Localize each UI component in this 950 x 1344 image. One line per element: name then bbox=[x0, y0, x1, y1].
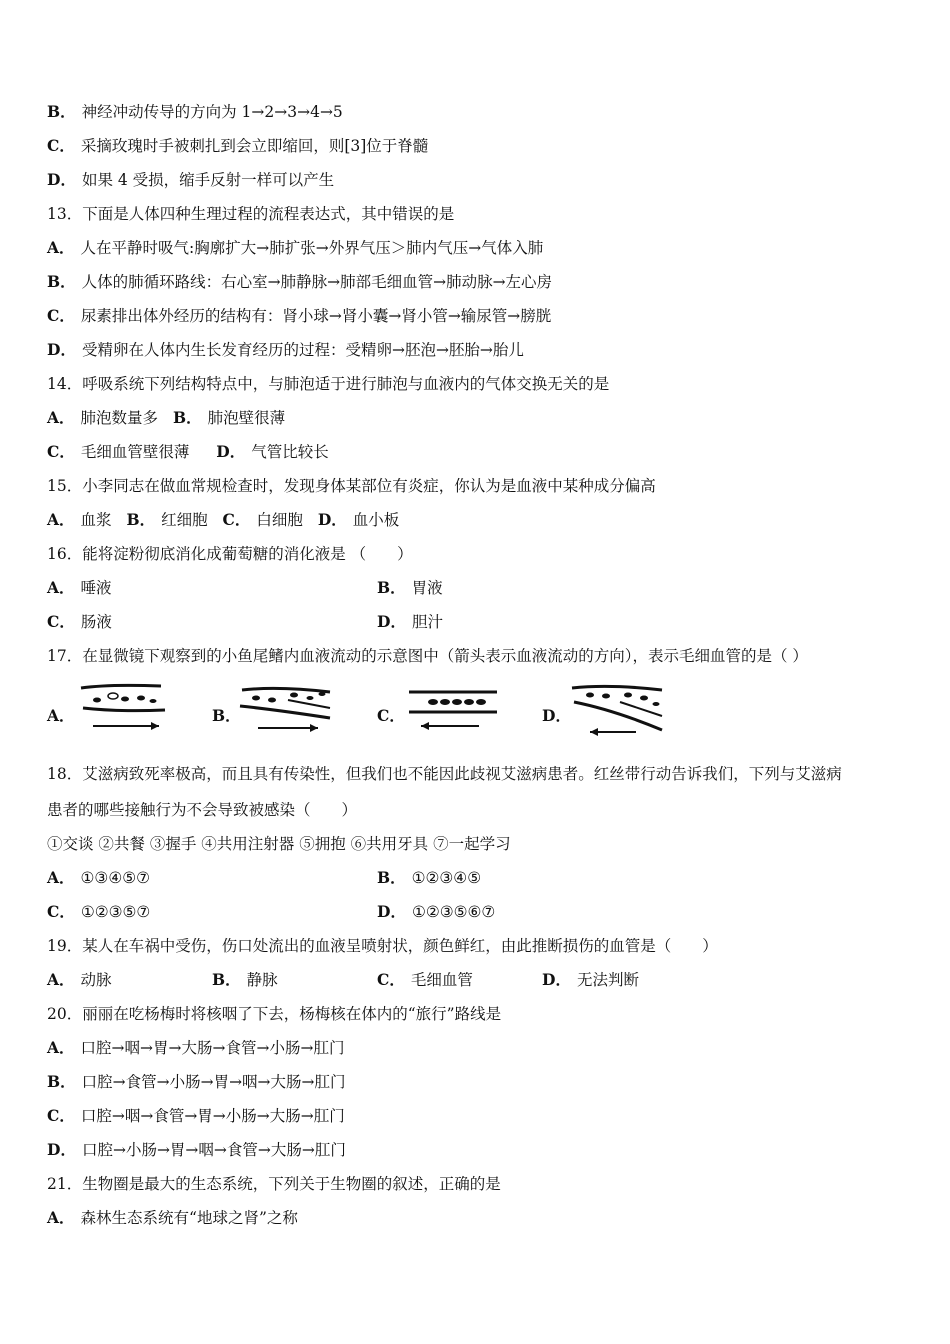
option-text: 白细胞 bbox=[256, 511, 303, 529]
option-text: ①②③⑤⑥⑦ bbox=[411, 903, 496, 921]
q14-stem: 14．呼吸系统下列结构特点中，与肺泡适于进行肺泡与血液内的气体交换无关的是 bbox=[47, 375, 610, 393]
q13-option-d bbox=[47, 340, 524, 360]
option-letter: D． bbox=[47, 1140, 76, 1159]
option-text: 如果 4 受损，缩手反射一样可以产生 bbox=[81, 171, 335, 189]
option-letter: D． bbox=[216, 442, 246, 461]
option-text: 肺泡数量多 bbox=[80, 409, 159, 427]
option-letter: A． bbox=[47, 706, 75, 725]
q16-stem: 16．能将淀粉彻底消化成葡萄糖的消化液是 （ ） bbox=[47, 545, 413, 563]
q17-figure-b bbox=[212, 680, 342, 740]
q19-option-d bbox=[542, 970, 639, 990]
q14-options-cd bbox=[47, 442, 329, 462]
q19-stem: 19．某人在车祸中受伤，伤口处流出的血液呈喷射状，颜色鲜红，由此推断损伤的血管是（ ） bbox=[47, 937, 718, 955]
option-letter: A． bbox=[47, 578, 75, 597]
option-letter: B． bbox=[212, 706, 241, 725]
q16-options-ab bbox=[47, 578, 847, 598]
option-letter: D． bbox=[47, 340, 76, 359]
option-text: 口腔→食管→小肠→胃→咽→大肠→肛门 bbox=[81, 1073, 346, 1091]
option-letter: C． bbox=[377, 970, 405, 989]
option-text: ①②③⑤⑦ bbox=[80, 903, 151, 921]
option-text: 人体的肺循环路线：右心室→肺静脉→肺部毛细血管→肺动脉→左心房 bbox=[81, 273, 553, 291]
option-text: 胆汁 bbox=[411, 613, 443, 631]
option-letter: D． bbox=[542, 970, 571, 989]
q18-option-c bbox=[47, 902, 150, 922]
option-text: 血浆 bbox=[80, 511, 112, 529]
option-text: 口腔→咽→食管→胃→小肠→大肠→肛门 bbox=[80, 1107, 345, 1125]
option-text: 胃液 bbox=[411, 579, 443, 597]
q18-options-cd bbox=[47, 902, 847, 922]
option-text: 口腔→咽→胃→大肠→食管→小肠→肛门 bbox=[80, 1039, 345, 1057]
option-letter: C． bbox=[47, 902, 75, 921]
q16-options-cd bbox=[47, 612, 847, 632]
option-text: 气管比较长 bbox=[251, 443, 329, 461]
q21-stem: 21．生物圈是最大的生态系统，下列关于生物圈的叙述，正确的是 bbox=[47, 1175, 501, 1193]
option-text: 口腔→小肠→胃→咽→食管→大肠→肛门 bbox=[81, 1141, 346, 1159]
q15-options bbox=[47, 510, 399, 530]
option-letter: A． bbox=[47, 408, 75, 427]
option-text: 红细胞 bbox=[161, 511, 208, 529]
q18-option-a bbox=[47, 868, 150, 888]
q13-stem: 13．下面是人体四种生理过程的流程表达式，其中错误的是 bbox=[47, 205, 455, 223]
option-text: 肠液 bbox=[80, 613, 112, 631]
option-letter: D． bbox=[542, 706, 571, 725]
q13-option-a bbox=[47, 238, 543, 258]
option-letter: B． bbox=[47, 272, 76, 291]
q13-option-b bbox=[47, 272, 552, 292]
option-letter: B． bbox=[47, 1072, 76, 1091]
option-text: 人在平静时吸气:胸廓扩大→肺扩张→外界气压＞肺内气压→气体入肺 bbox=[80, 239, 544, 257]
q18-option-d bbox=[377, 902, 495, 922]
option-letter: C． bbox=[47, 1106, 75, 1125]
option-letter: B． bbox=[172, 408, 202, 427]
option-letter: A． bbox=[47, 970, 75, 989]
q16-option-b bbox=[377, 578, 443, 598]
q12-option-b bbox=[47, 102, 343, 122]
option-letter: C． bbox=[47, 306, 75, 325]
option-text: 采摘玫瑰时手被刺扎到会立即缩回，则[3]位于脊髓 bbox=[80, 137, 429, 155]
q20-option-a bbox=[47, 1038, 344, 1058]
option-letter: D． bbox=[377, 902, 406, 921]
option-text: 动脉 bbox=[80, 971, 112, 989]
option-text: 静脉 bbox=[246, 971, 278, 989]
option-text: 毛细血管 bbox=[410, 971, 473, 989]
q20-option-d bbox=[47, 1140, 346, 1160]
option-letter: B． bbox=[377, 578, 406, 597]
option-letter: D． bbox=[317, 510, 347, 529]
q15-stem: 15．小李同志在做血常规检查时，发现身体某部位有炎症，你认为是血液中某种成分偏高 bbox=[47, 477, 656, 495]
option-text: ①③④⑤⑦ bbox=[80, 869, 151, 887]
q14-options-ab bbox=[47, 408, 285, 428]
q19-option-b bbox=[212, 970, 278, 990]
q16-option-d bbox=[377, 612, 443, 632]
q17-figure-a bbox=[47, 680, 177, 740]
option-letter: B． bbox=[212, 970, 241, 989]
q18-option-b bbox=[377, 868, 481, 888]
option-letter: B． bbox=[126, 510, 156, 529]
q20-option-b bbox=[47, 1072, 346, 1092]
q18-stem-line1: 18．艾滋病致死率极高，而且具有传染性，但我们也不能因此歧视艾滋病患者。红丝带行动告诉我们，下列与艾滋病 bbox=[47, 765, 842, 783]
vessel-diagram-b bbox=[238, 680, 336, 736]
option-letter: C． bbox=[47, 442, 75, 461]
option-letter: A． bbox=[47, 238, 75, 257]
option-text: 毛细血管壁很薄 bbox=[80, 443, 190, 461]
option-letter: B． bbox=[47, 102, 76, 121]
option-text: 唾液 bbox=[80, 579, 112, 597]
option-letter: C． bbox=[377, 706, 405, 725]
option-letter: A． bbox=[47, 1038, 75, 1057]
option-letter: A． bbox=[47, 868, 75, 887]
option-text: 无法判断 bbox=[576, 971, 639, 989]
option-letter: C． bbox=[47, 136, 75, 155]
q17-figure-d bbox=[542, 680, 682, 740]
q18-stem-line2: 患者的哪些接触行为不会导致被感染（ ） bbox=[47, 801, 358, 819]
q16-option-c bbox=[47, 612, 112, 632]
q20-option-c bbox=[47, 1106, 345, 1126]
option-letter: C． bbox=[222, 510, 251, 529]
q20-stem: 20．丽丽在吃杨梅时将核咽了下去，杨梅核在体内的“旅行”路线是 bbox=[47, 1005, 502, 1023]
vessel-diagram-d bbox=[570, 680, 666, 740]
q19-option-a bbox=[47, 970, 112, 990]
vessel-diagram-c bbox=[405, 680, 501, 736]
q17-figure-c bbox=[377, 680, 507, 740]
option-letter: A． bbox=[47, 510, 75, 529]
q13-option-c bbox=[47, 306, 551, 326]
option-text: 尿素排出体外经历的结构有：肾小球→肾小囊→肾小管→输尿管→膀胱 bbox=[80, 307, 552, 325]
option-letter: B． bbox=[377, 868, 406, 887]
option-text: ①②③④⑤ bbox=[411, 869, 482, 887]
q18-items: ①交谈 ②共餐 ③握手 ④共用注射器 ⑤拥抱 ⑥共用牙具 ⑦一起学习 bbox=[47, 835, 511, 853]
option-text: 肺泡壁很薄 bbox=[207, 409, 286, 427]
option-text: 血小板 bbox=[352, 511, 400, 529]
q19-option-c bbox=[377, 970, 473, 990]
q16-option-a bbox=[47, 578, 112, 598]
q19-options bbox=[47, 970, 847, 990]
option-letter: D． bbox=[47, 170, 76, 189]
q18-options-ab bbox=[47, 868, 847, 888]
q12-option-c bbox=[47, 136, 428, 156]
vessel-diagram-a bbox=[79, 680, 171, 736]
q12-option-d bbox=[47, 170, 334, 190]
option-letter: A． bbox=[47, 1208, 75, 1227]
option-text: 神经冲动传导的方向为 1→2→3→4→5 bbox=[81, 103, 343, 121]
option-text: 森林生态系统有“地球之肾”之称 bbox=[80, 1209, 298, 1227]
option-letter: D． bbox=[377, 612, 406, 631]
option-letter: C． bbox=[47, 612, 75, 631]
option-text: 受精卵在人体内生长发育经历的过程：受精卵→胚泡→胚胎→胎儿 bbox=[81, 341, 524, 359]
q17-stem: 17．在显微镜下观察到的小鱼尾鳍内血液流动的示意图中（箭头表示血液流动的方向），表示毛细血管的是（ ） bbox=[47, 647, 808, 665]
q21-option-a bbox=[47, 1208, 298, 1228]
